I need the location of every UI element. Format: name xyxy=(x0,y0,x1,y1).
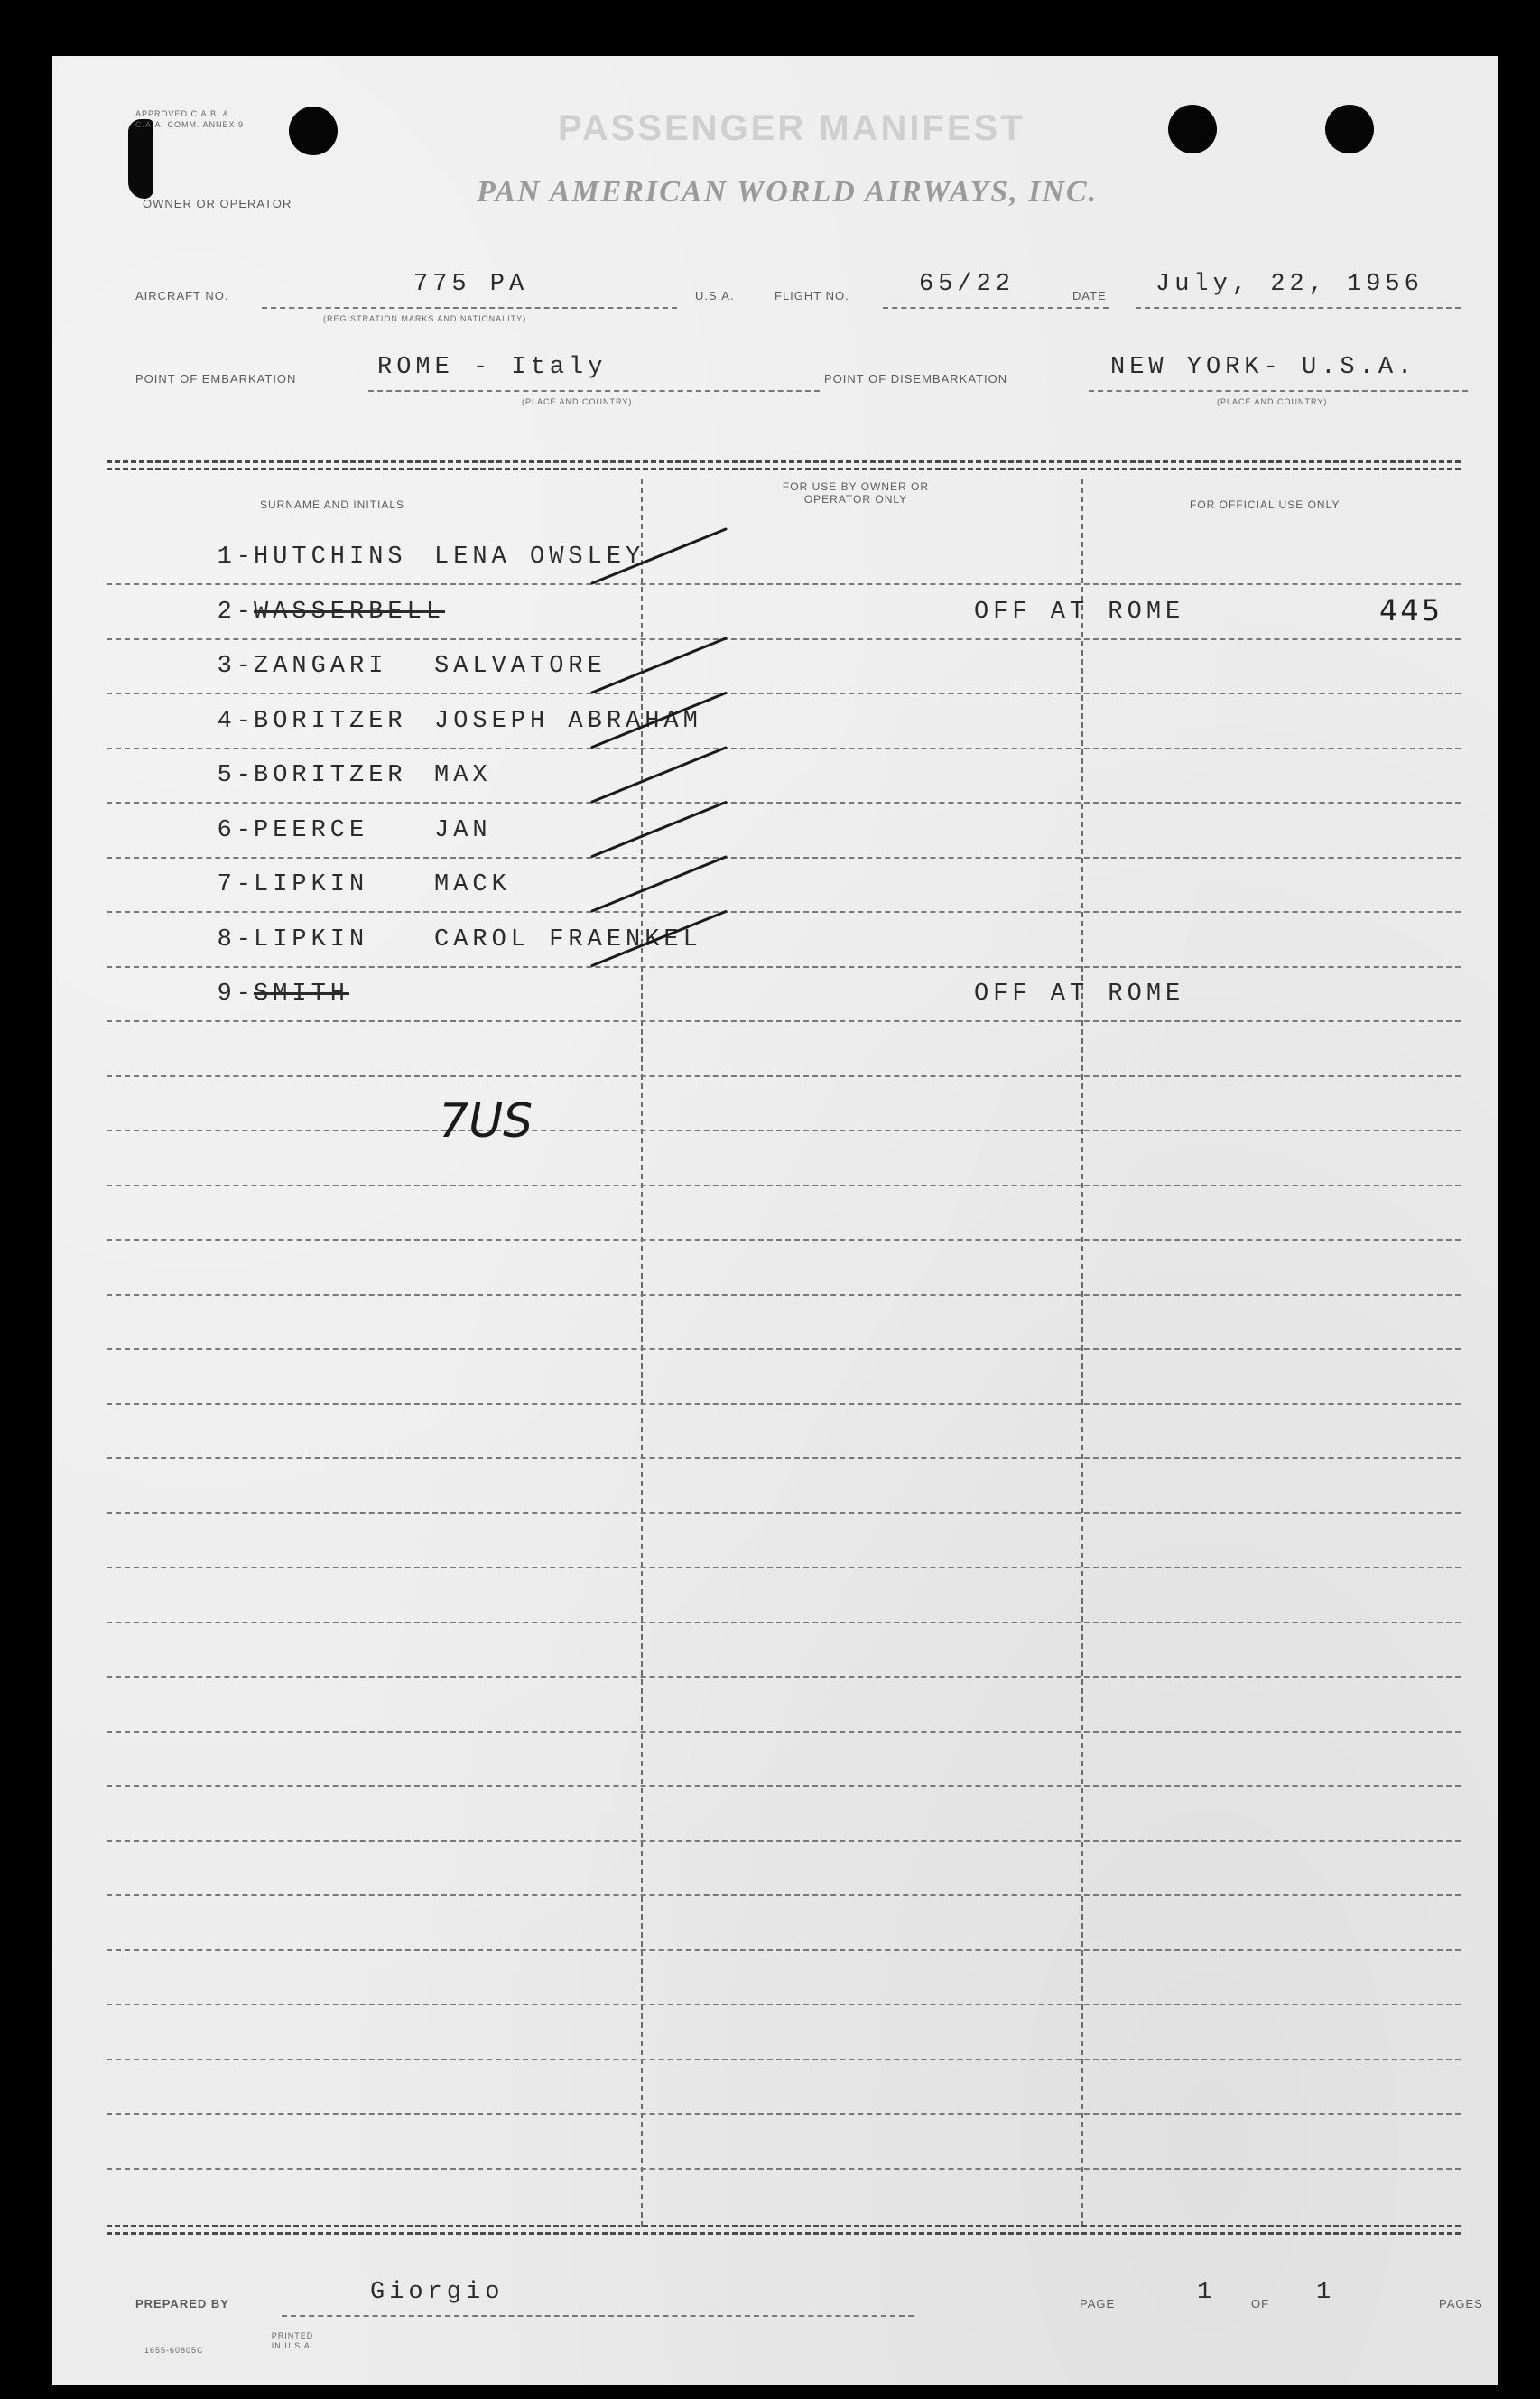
form-title: PASSENGER MANIFEST xyxy=(558,108,1025,148)
total-pages: 1 xyxy=(1316,2279,1336,2306)
flight-label: FLIGHT NO. xyxy=(775,289,849,302)
check-mark xyxy=(592,638,726,693)
ruled-line xyxy=(107,1457,1461,1459)
passenger-number: 5- xyxy=(217,762,255,789)
prepared-by-label: PREPARED BY xyxy=(135,2297,229,2311)
ruled-line xyxy=(107,1894,1461,1896)
embarkation-sublabel: (PLACE AND COUNTRY) xyxy=(522,397,633,406)
of-label: OF xyxy=(1251,2297,1270,2311)
approval-stamp: APPROVED C.A.B. & C.A.A. COMM. ANNEX 9 xyxy=(135,109,245,129)
official-number: 445 xyxy=(1379,593,1443,628)
passenger-remark: OFF AT ROME xyxy=(974,598,1185,626)
page-label: PAGE xyxy=(1080,2297,1116,2311)
ruled-line xyxy=(107,1567,1461,1568)
passenger-number: 4- xyxy=(217,707,255,735)
form-code: 1655-60805C xyxy=(144,2346,204,2355)
ruled-line xyxy=(107,2168,1461,2170)
page-number: 1 xyxy=(1197,2279,1217,2306)
check-marks xyxy=(52,56,1498,1139)
check-mark xyxy=(592,803,726,857)
ruled-line xyxy=(107,2059,1461,2060)
passenger-surname: WASSERBELL xyxy=(254,598,446,626)
manifest-sheet xyxy=(52,56,1498,2385)
passenger-given-names: JAN xyxy=(434,816,492,844)
ruled-line xyxy=(107,1294,1461,1296)
owner-label: OWNER OR OPERATOR xyxy=(143,197,292,210)
passenger-given-names: MAX xyxy=(434,762,492,789)
passenger-given-names: SALVATORE xyxy=(434,653,607,680)
passenger-given-names: JOSEPH ABRAHAM xyxy=(434,707,702,735)
ruled-line xyxy=(107,1840,1461,1842)
disembarkation-label: POINT OF DISEMBARKATION xyxy=(824,372,1008,386)
ruled-line xyxy=(107,1676,1461,1678)
prepared-by-underline xyxy=(282,2315,914,2317)
airline-name: PAN AMERICAN WORLD AIRWAYS, INC. xyxy=(477,175,1099,209)
disembarkation-sublabel: (PLACE AND COUNTRY) xyxy=(1217,397,1328,406)
passenger-remark: OFF AT ROME xyxy=(974,981,1185,1008)
ruled-line xyxy=(107,1949,1461,1951)
check-mark xyxy=(592,529,726,583)
ruled-line xyxy=(107,1512,1461,1514)
passenger-number: 7- xyxy=(217,871,255,898)
passenger-number: 3- xyxy=(217,653,255,680)
check-mark xyxy=(592,912,726,966)
column-header-owner: FOR USE BY OWNER OR OPERATOR ONLY xyxy=(782,480,930,506)
disembarkation-value: NEW YORK- U.S.A. xyxy=(1110,354,1417,381)
prepared-by-value: Giorgio xyxy=(370,2279,505,2306)
passenger-given-names: MACK xyxy=(434,871,511,898)
check-mark xyxy=(592,857,726,911)
ruled-line xyxy=(107,1785,1461,1787)
flight-number: 65/22 xyxy=(919,271,1016,298)
printed-mark: PRINTED IN U.S.A. xyxy=(271,2331,314,2350)
column-header-official: FOR OFFICIAL USE ONLY xyxy=(1190,498,1341,511)
check-mark xyxy=(592,748,726,802)
aircraft-sublabel: (REGISTRATION MARKS AND NATIONALITY) xyxy=(323,314,527,323)
embarkation-value: ROME - Italy xyxy=(377,354,608,381)
ruled-line xyxy=(107,1348,1461,1350)
column-header-surname: SURNAME AND INITIALS xyxy=(260,498,405,511)
ruled-line xyxy=(107,1403,1461,1405)
table-bottom-rule-1 xyxy=(107,2225,1461,2227)
passenger-given-names: CAROL FRAENKEL xyxy=(434,925,702,953)
passenger-number: 2- xyxy=(217,598,255,626)
passenger-number: 6- xyxy=(217,816,255,844)
check-mark xyxy=(592,693,726,748)
passenger-number: 9- xyxy=(217,981,255,1008)
ruled-line xyxy=(107,1731,1461,1733)
ruled-line xyxy=(107,1622,1461,1623)
handwritten-count: 7US xyxy=(439,1094,533,1148)
passenger-surname: BORITZER xyxy=(254,762,407,789)
passenger-surname: BORITZER xyxy=(254,707,407,735)
table-bottom-rule-2 xyxy=(107,2232,1461,2235)
country-usa: U.S.A. xyxy=(695,289,735,302)
passenger-given-names: LENA OWSLEY xyxy=(434,544,645,571)
passenger-number: 8- xyxy=(217,925,255,953)
ruled-line xyxy=(107,1185,1461,1186)
date-label: DATE xyxy=(1072,289,1107,302)
flight-date: July, 22, 1956 xyxy=(1155,271,1424,298)
embarkation-label: POINT OF EMBARKATION xyxy=(135,372,297,386)
passenger-number: 1- xyxy=(217,544,255,571)
aircraft-label: AIRCRAFT NO. xyxy=(135,289,229,302)
pages-label: PAGES xyxy=(1439,2297,1483,2311)
ruled-line xyxy=(107,2113,1461,2115)
ruled-line xyxy=(107,1239,1461,1241)
aircraft-number: 775 PA xyxy=(413,271,529,298)
ruled-line xyxy=(107,2004,1461,2005)
passenger-surname: ZANGARI xyxy=(254,653,388,680)
passenger-surname: SMITH xyxy=(254,981,350,1008)
passenger-surname: PEERCE xyxy=(254,816,369,844)
passenger-surname: LIPKIN xyxy=(254,871,369,898)
passenger-surname: HUTCHINS xyxy=(254,544,407,571)
passenger-surname: LIPKIN xyxy=(254,925,369,953)
